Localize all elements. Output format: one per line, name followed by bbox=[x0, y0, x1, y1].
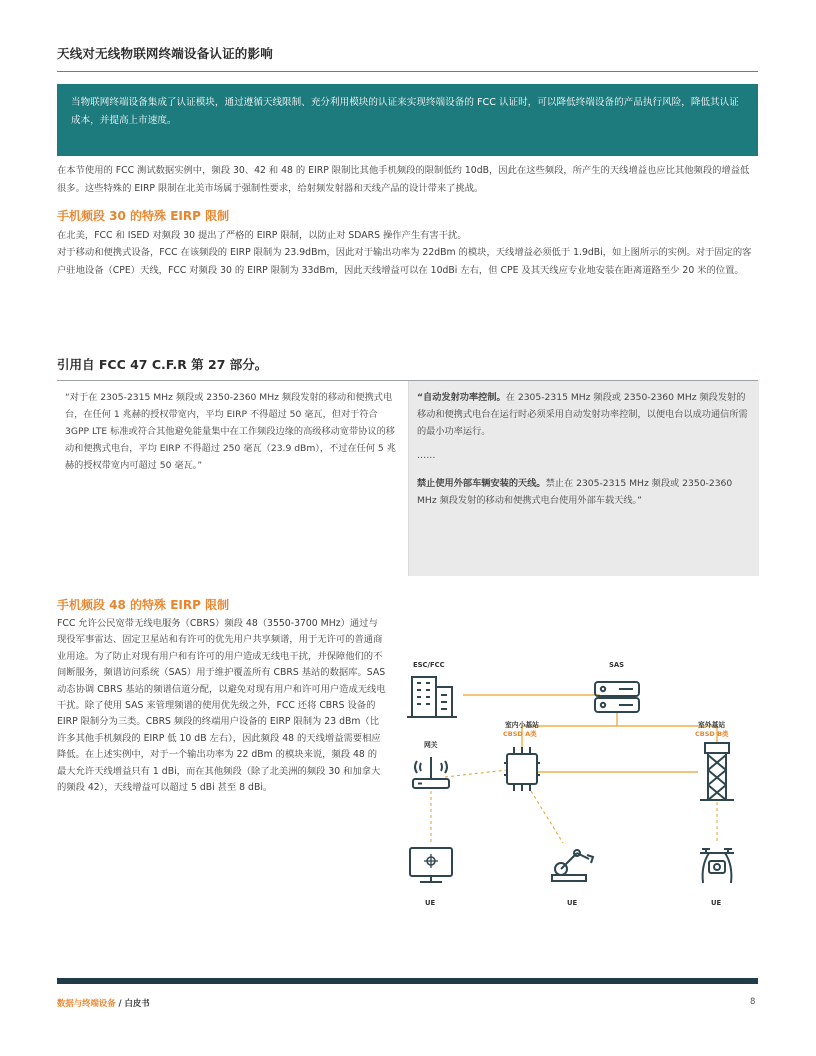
band48-paragraph: FCC 允许公民宽带无线电服务（CBRS）频段 48（3550-3700 MHz）通过与现役军事雷达、固定卫星站和有许可的优先用户共享频谱，用于无许可的普通商业用途。为了防止对现有用户和有许可的用户造成无线电干扰，并保障他们的不间断服务，频谱访问系统（SAS）用于维护覆盖所有 CBRS 基站的数据库。SAS 动态协调 CBRS 基站的频谱信道分配，以避免对现有用户和许可用户造成无线电干扰。除了使用 SAS 来管理频谱的使用优先级之外，FCC 还将 CBRS 设备的 EIRP 限制分为三类。CBRS 频段的终端用户设备的 EIRP 限制为 23 dBm（比许多其他手机频段的 EIRP 低 10 dB 左右），因此频段 48 的天线增益需要相应降低。在上述实例中，对于一个输出功率为 22 dBm 的模块来说，频段 48 的最大允许天线增益只有 1 dBi，而在其他频段（除了北美洲的频段 30 和加拿大的频段 42），天线增益可以超过 5 dBi 甚至 8 dBi。 bbox=[57, 618, 386, 794]
page-number: 8 bbox=[750, 997, 756, 1007]
esc-fcc-label: ESC/FCC bbox=[413, 661, 445, 669]
server-icon bbox=[595, 682, 639, 712]
quote-right-bold-2: 禁止使用外部车辆安装的天线。 bbox=[417, 478, 546, 489]
dashed-links bbox=[431, 770, 717, 843]
outdoor-cell-label: 室外基站 bbox=[698, 721, 726, 729]
band48-heading: 手机频段 48 的特殊 EIRP 限制 bbox=[57, 598, 230, 612]
callout-box bbox=[57, 84, 758, 156]
footer-section bbox=[57, 997, 150, 1009]
band30-paragraph-1: 在北美，FCC 和 ISED 对频段 30 提出了严格的 EIRP 限制，以防止对 SDARS 操作产生有害干扰。 bbox=[57, 230, 467, 241]
indoor-cell-label: 室内小基站 bbox=[505, 721, 539, 729]
ue1-label: UE bbox=[425, 899, 436, 907]
indoor-cell-class: CBSD A类 bbox=[503, 730, 537, 738]
quote-right-block-1 bbox=[417, 389, 752, 440]
quote-ellipsis: …… bbox=[417, 450, 436, 461]
drone-icon bbox=[700, 849, 734, 883]
band30-heading: 手机频段 30 的特殊 EIRP 限制 bbox=[57, 209, 230, 223]
band30-paragraph-2: 对于移动和便携式设备，FCC 在该频段的 EIRP 限制为 23.9dBm，因此对于输出功率为 22dBm 的模块，天线增益必须低于 1.9dBi，如上图所示的实例。对于固定的客户驻地设备（CPE）天线，FCC 对频段 30 的 EIRP 限制为 33dBm，因此天线增益可以在 10dBi 左右，但 CPE 及其天线应专业地安装在距离道路至少 20 米的位置。 bbox=[57, 247, 752, 276]
quote-left-panel bbox=[57, 381, 408, 576]
page-title: 天线对无线物联网终端设备认证的影响 bbox=[57, 46, 273, 61]
monitor-icon bbox=[410, 848, 452, 882]
cbrs-network-diagram bbox=[395, 655, 755, 915]
quote-right-text-1: 在 2305-2315 MHz 频段或 2350-2360 MHz 频段发射的移动和便携式电台在运行时必须采用自动发射功率控制，以便电台以成功通信所需的最小功率运行。 bbox=[417, 392, 748, 437]
outdoor-cell-class: CBSD B类 bbox=[695, 730, 729, 738]
quote-right-bold-1: “自动发射功率控制。 bbox=[417, 392, 506, 403]
intro-paragraph: 在本节使用的 FCC 测试数据实例中，频段 30、42 和 48 的 EIRP 限制比其他手机频段的限制低约 10dB，因此在这些频段，所产生的天线增益也应比其他频段的增益低很多。这些特殊的 EIRP 限制在北美市场属于强制性要求，给射频发射器和天线产品的设计带来了挑战。 bbox=[57, 165, 750, 194]
quote-right-block-2 bbox=[417, 475, 737, 509]
tower-icon bbox=[700, 743, 734, 800]
sas-label: SAS bbox=[609, 661, 625, 669]
quote-left-text: “对于在 2305-2315 MHz 频段或 2350-2360 MHz 频段发射的移动和便携式电台，在任何 1 兆赫的授权带宽内，平均 EIRP 不得超过 50 毫瓦，但对于符合 3GPP LTE 标准或符合其他避免能量集中在工作频段边缘的高级移动宽带协议的移动和便携式电台，平均 EIRP 不得超过 250 毫瓦（23.9 dBm），不过在任何 5 兆赫的授权带宽内可超过 50 毫瓦。” bbox=[65, 392, 396, 471]
cfr-heading: 引用自 FCC 47 C.F.R 第 27 部分。 bbox=[57, 357, 268, 372]
title-divider bbox=[57, 71, 758, 72]
footer-separator: / bbox=[115, 998, 125, 1008]
footer-doc-type: 白皮书 bbox=[124, 998, 150, 1008]
robot-arm-icon bbox=[552, 850, 593, 881]
link-indoor-ue2 bbox=[531, 791, 563, 843]
small-cell-icon bbox=[504, 747, 540, 791]
ue2-label: UE bbox=[567, 899, 578, 907]
footer-bar bbox=[57, 978, 758, 984]
solid-links bbox=[463, 695, 717, 772]
quote-right-panel bbox=[408, 381, 759, 576]
link-gateway-indoor bbox=[445, 770, 507, 777]
gateway-label: 网关 bbox=[424, 741, 438, 749]
quote-right-text-2: 禁止在 2305-2315 MHz 频段或 2350-2360 MHz 频段发射的移动和便携式电台使用外部车载天线。” bbox=[417, 478, 733, 506]
building-icon bbox=[407, 677, 457, 717]
cfr-quote-box bbox=[57, 380, 758, 576]
ue3-label: UE bbox=[711, 899, 722, 907]
footer-section-name: 数据与终端设备 bbox=[57, 998, 116, 1008]
callout-text: 当物联网终端设备集成了认证模块，通过遵循天线限制、充分利用模块的认证来实现终端设备的 FCC 认证时，可以降低终端设备的产品执行风险，降低其认证成本，并提高上市速度。 bbox=[71, 97, 739, 126]
router-icon bbox=[413, 757, 449, 788]
